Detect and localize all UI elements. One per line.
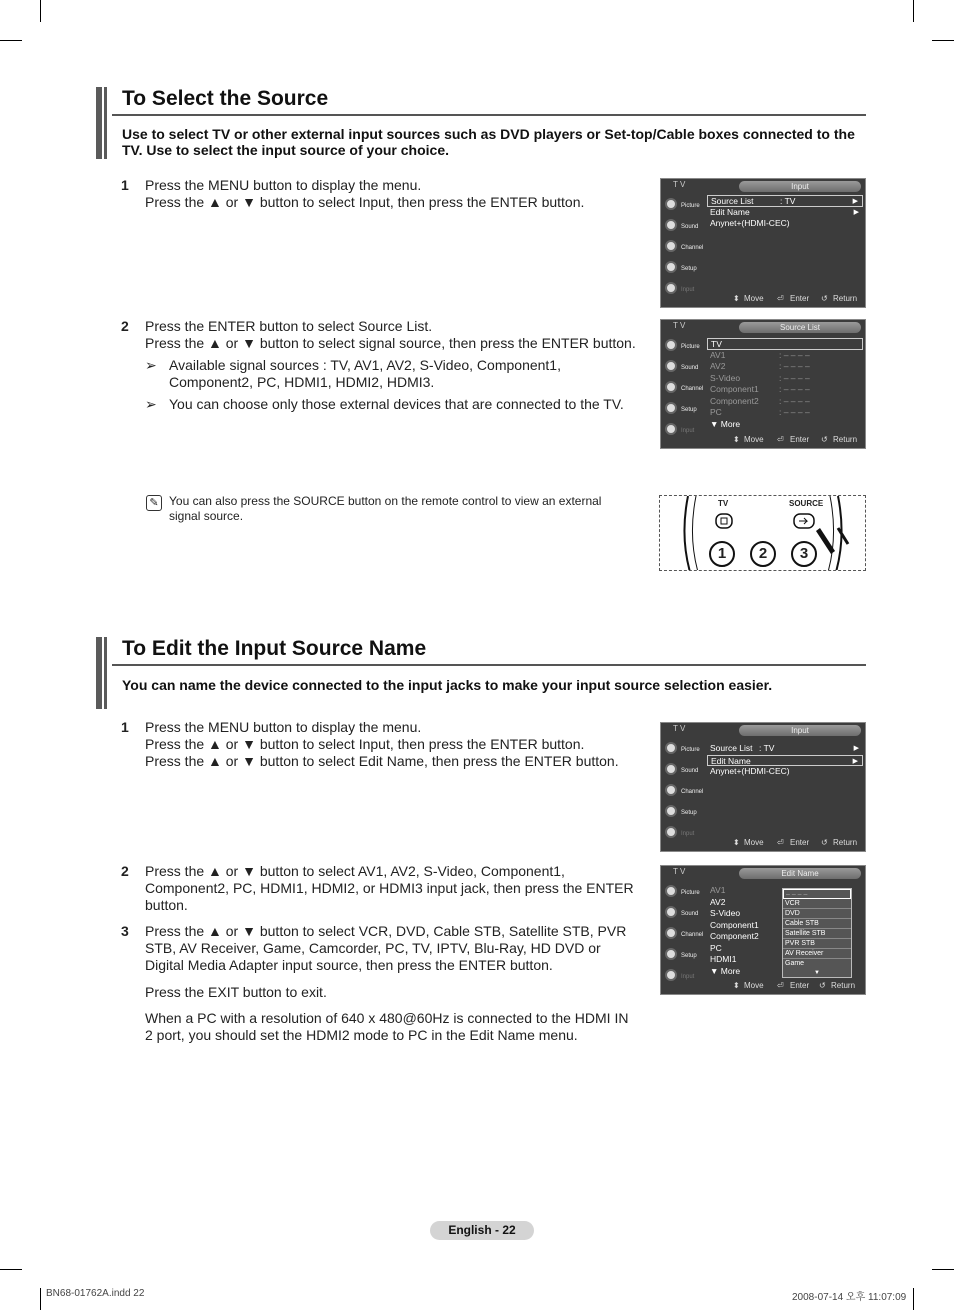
note-line xyxy=(145,396,640,413)
sound-icon xyxy=(665,219,677,231)
step-line: Press the MENU button to display the menu. xyxy=(145,719,422,735)
step-text xyxy=(145,719,640,770)
input-icon xyxy=(665,282,677,294)
crop-mark xyxy=(40,1288,41,1310)
osd-sidebar xyxy=(663,882,705,987)
picture-icon xyxy=(665,885,677,897)
sidebar-label: Channel xyxy=(681,386,704,392)
sidebar-label: Picture xyxy=(681,203,700,209)
step-number: 2 xyxy=(121,863,129,879)
osd-tv-label: T V xyxy=(673,724,686,733)
source-button-label: SOURCE xyxy=(789,499,824,508)
crop-mark xyxy=(913,0,914,22)
dropdown-option: VCR xyxy=(783,899,851,909)
setup-icon xyxy=(665,805,677,817)
picture-icon xyxy=(665,742,677,754)
step-line: Press the ▲ or ▼ button to select Input, then press the ENTER button. xyxy=(145,194,585,210)
osd-row: ▼ More xyxy=(710,418,741,429)
crop-mark xyxy=(40,0,41,22)
sidebar-label: Setup xyxy=(681,953,697,959)
osd-row: AV1 xyxy=(710,885,726,895)
crop-mark xyxy=(0,1269,22,1270)
picture-icon xyxy=(665,198,677,210)
step-text xyxy=(145,177,640,211)
section-intro: Use to select TV or other external input sources such as DVD players or Set-top/Cable boxes connected to the TV. Use to select the input source of your choice. xyxy=(122,126,855,158)
dropdown-option: PVR STB xyxy=(783,939,851,949)
number-3-button: 3 xyxy=(791,541,817,567)
sidebar-label: Channel xyxy=(681,932,704,938)
channel-icon xyxy=(665,381,677,393)
dropdown-option: – – – – xyxy=(783,889,851,899)
dropdown-option: Game xyxy=(785,960,805,967)
osd-tv-label: T V xyxy=(673,321,686,330)
note-text: Available signal sources : TV, AV1, AV2, S-Video, Component1, Component2, PC, HDMI1, HDMI2, HDMI3. xyxy=(169,357,561,390)
osd-title: Input xyxy=(739,181,861,192)
osd-input-menu xyxy=(660,178,866,308)
input-icon xyxy=(665,969,677,981)
osd-input-menu xyxy=(660,722,866,852)
osd-panel xyxy=(707,195,863,230)
step-text xyxy=(145,318,640,413)
channel-icon xyxy=(665,240,677,252)
osd-row: TV xyxy=(707,338,863,350)
number-1-button: 1 xyxy=(709,541,735,567)
arrow-right-icon: ▶ xyxy=(853,745,859,752)
enter-icon: ⏎ xyxy=(777,294,784,303)
osd-panel xyxy=(707,338,863,430)
section-bar xyxy=(96,637,108,709)
section-intro: You can name the device connected to the input jacks to make your input source selection easier. xyxy=(122,677,773,693)
tv-button-label: TV xyxy=(718,499,729,508)
move-icon: ⬍ xyxy=(733,435,740,444)
osd-row: AV1 : – – – – xyxy=(710,349,810,360)
crop-mark xyxy=(932,1269,954,1270)
enter-icon: ⏎ xyxy=(777,435,784,444)
sidebar-label: Picture xyxy=(681,344,700,350)
osd-row: Component2 : – – – – xyxy=(710,395,810,406)
channel-icon xyxy=(665,927,677,939)
step-number: 1 xyxy=(121,177,129,193)
dropdown-option: DVD xyxy=(783,909,851,919)
file-name: BN68-01762A.indd 22 xyxy=(46,1288,145,1299)
osd-panel xyxy=(707,743,863,778)
section-rule xyxy=(112,114,866,116)
osd-row: Component1 : – – – – xyxy=(710,384,810,394)
sidebar-label: Sound xyxy=(681,224,699,230)
setup-icon xyxy=(665,948,677,960)
sidebar-label: Sound xyxy=(681,911,699,917)
return-icon: ↺ xyxy=(821,294,828,303)
osd-row: Component2 xyxy=(710,931,759,941)
section-title: To Select the Source xyxy=(122,87,329,110)
picture-icon xyxy=(665,339,677,351)
step-number: 3 xyxy=(121,923,129,939)
sidebar-label: Sound xyxy=(681,768,699,774)
osd-sidebar xyxy=(663,195,705,300)
channel-icon xyxy=(665,784,677,796)
note-arrow-icon: ➢ xyxy=(145,357,157,373)
step-line: Press the ▲ or ▼ button to select signal source, then press the ENTER button. xyxy=(145,335,636,351)
sidebar-label: Setup xyxy=(681,266,697,272)
number-2-button: 2 xyxy=(750,541,776,567)
sidebar-label: Input xyxy=(681,287,695,293)
osd-row: Source List : TV ▶ xyxy=(707,195,863,207)
sidebar-label: Picture xyxy=(681,890,700,896)
osd-row: Anynet+(HDMI-CEC) xyxy=(710,218,790,228)
osd-bottom-bar: ⬍ Move ⏎ Enter ↺ Return xyxy=(733,435,858,444)
move-icon: ⬍ xyxy=(733,294,740,303)
sidebar-label: Setup xyxy=(681,810,697,816)
note-arrow-icon: ➢ xyxy=(145,396,157,412)
osd-row: AV2 : – – – – xyxy=(710,361,810,371)
sound-icon xyxy=(665,763,677,775)
remote-illustration xyxy=(659,495,866,571)
osd-row: PC xyxy=(710,942,722,953)
step-line: Press the ▲ or ▼ button to select Input, then press the ENTER button. xyxy=(145,736,585,752)
arrow-right-icon: ▶ xyxy=(852,757,858,765)
pc-note-text: When a PC with a resolution of 640 x 480@60Hz is connected to the HDMI IN 2 port, you should set the HDMI2 mode to PC in the Edit Name menu. xyxy=(145,1010,629,1043)
osd-row: PC : – – – – xyxy=(710,407,810,417)
move-icon: ⬍ xyxy=(733,838,740,847)
sound-icon xyxy=(665,360,677,372)
dropdown-option: AV Receiver xyxy=(783,949,851,959)
step-text: Press the ▲ or ▼ button to select AV1, AV2, S-Video, Component1, Component2, PC, HDMI1, HDMI2, or HDMI3 input jack, then press the ENTER button. xyxy=(145,863,634,913)
section-rule xyxy=(112,664,866,666)
note-line xyxy=(145,357,640,391)
return-icon: ↺ xyxy=(819,981,826,990)
osd-source-list xyxy=(660,319,866,449)
arrow-right-icon: ▶ xyxy=(853,208,859,216)
sidebar-label: Input xyxy=(681,974,695,980)
input-icon xyxy=(665,423,677,435)
dropdown-option: Cable STB xyxy=(783,919,851,929)
tip-text: You can also press the SOURCE button on the remote control to view an external signal source. xyxy=(169,494,602,523)
setup-icon xyxy=(665,261,677,273)
osd-bottom-bar: ⬍ Move ⏎ Enter ↺ Return xyxy=(733,294,858,303)
sidebar-label: Channel xyxy=(681,789,704,795)
section-bar xyxy=(96,87,108,159)
osd-row: Edit Name ▶ xyxy=(710,206,859,217)
step-line: Press the MENU button to display the menu. xyxy=(145,177,422,193)
crop-mark xyxy=(932,40,954,41)
note-text: You can choose only those external devices that are connected to the TV. xyxy=(169,396,624,412)
step-text: Press the ▲ or ▼ button to select VCR, DVD, Cable STB, Satellite STB, PVR STB, AV Receiver, Game, Camcorder, PC, TV, IPTV, Blu-Ray, HD DVD or Digital Media Adapter input source, then press the ENTER button. xyxy=(145,923,627,973)
osd-tv-label: T V xyxy=(673,180,686,189)
step-number: 1 xyxy=(121,719,129,735)
sidebar-label: Picture xyxy=(681,747,700,753)
osd-row: Source List : TV ▶ xyxy=(710,743,859,753)
dropdown-option: Satellite STB xyxy=(783,929,851,939)
sidebar-label: Input xyxy=(681,831,695,837)
tip-icon: ✎ xyxy=(146,495,162,511)
osd-row: HDMI1 xyxy=(710,954,737,964)
osd-title: Input xyxy=(739,725,861,736)
step-line: Press the ▲ or ▼ button to select Edit Name, then press the ENTER button. xyxy=(145,753,619,769)
osd-row: S-Video xyxy=(710,908,741,918)
print-date: 2008-07-14 오후 11:07:09 xyxy=(792,1292,907,1303)
chevron-down-icon: ▼ xyxy=(814,970,820,976)
enter-icon: ⏎ xyxy=(777,838,784,847)
page-number: English - 22 xyxy=(430,1221,534,1240)
osd-panel xyxy=(707,885,777,977)
osd-sidebar xyxy=(663,739,705,844)
crop-mark xyxy=(0,40,22,41)
step-line: Press the ENTER button to select Source List. xyxy=(145,318,433,334)
enter-icon: ⏎ xyxy=(777,981,784,990)
osd-tv-label: T V xyxy=(673,867,686,876)
move-icon: ⬍ xyxy=(733,981,740,990)
setup-icon xyxy=(665,402,677,414)
crop-mark xyxy=(913,1288,914,1310)
osd-bottom-bar: ⬍ Move ⏎ Enter ↺ Return xyxy=(733,981,856,990)
osd-edit-name xyxy=(660,865,866,995)
osd-row: Edit Name ▶ xyxy=(707,755,863,767)
osd-row: S-Video : – – – – xyxy=(710,372,810,383)
osd-title: Source List xyxy=(739,322,861,333)
sidebar-label: Setup xyxy=(681,407,697,413)
sidebar-label: Input xyxy=(681,428,695,434)
sidebar-label: Sound xyxy=(681,365,699,371)
osd-dropdown xyxy=(782,888,852,978)
input-icon xyxy=(665,826,677,838)
return-icon: ↺ xyxy=(821,838,828,847)
osd-bottom-bar: ⬍ Move ⏎ Enter ↺ Return xyxy=(733,838,858,847)
osd-sidebar xyxy=(663,336,705,441)
arrow-right-icon: ▶ xyxy=(852,198,858,205)
step-number: 2 xyxy=(121,318,129,334)
osd-row: Anynet+(HDMI-CEC) xyxy=(710,766,790,776)
osd-row: Component1 xyxy=(710,919,759,930)
osd-title: Edit Name xyxy=(739,868,861,879)
section-title: To Edit the Input Source Name xyxy=(122,637,427,660)
return-icon: ↺ xyxy=(821,435,828,444)
osd-row: ▼ More xyxy=(710,965,741,976)
exit-text: Press the EXIT button to exit. xyxy=(145,984,327,1000)
sound-icon xyxy=(665,906,677,918)
osd-row: AV2 xyxy=(710,896,726,907)
sidebar-label: Channel xyxy=(681,245,704,251)
